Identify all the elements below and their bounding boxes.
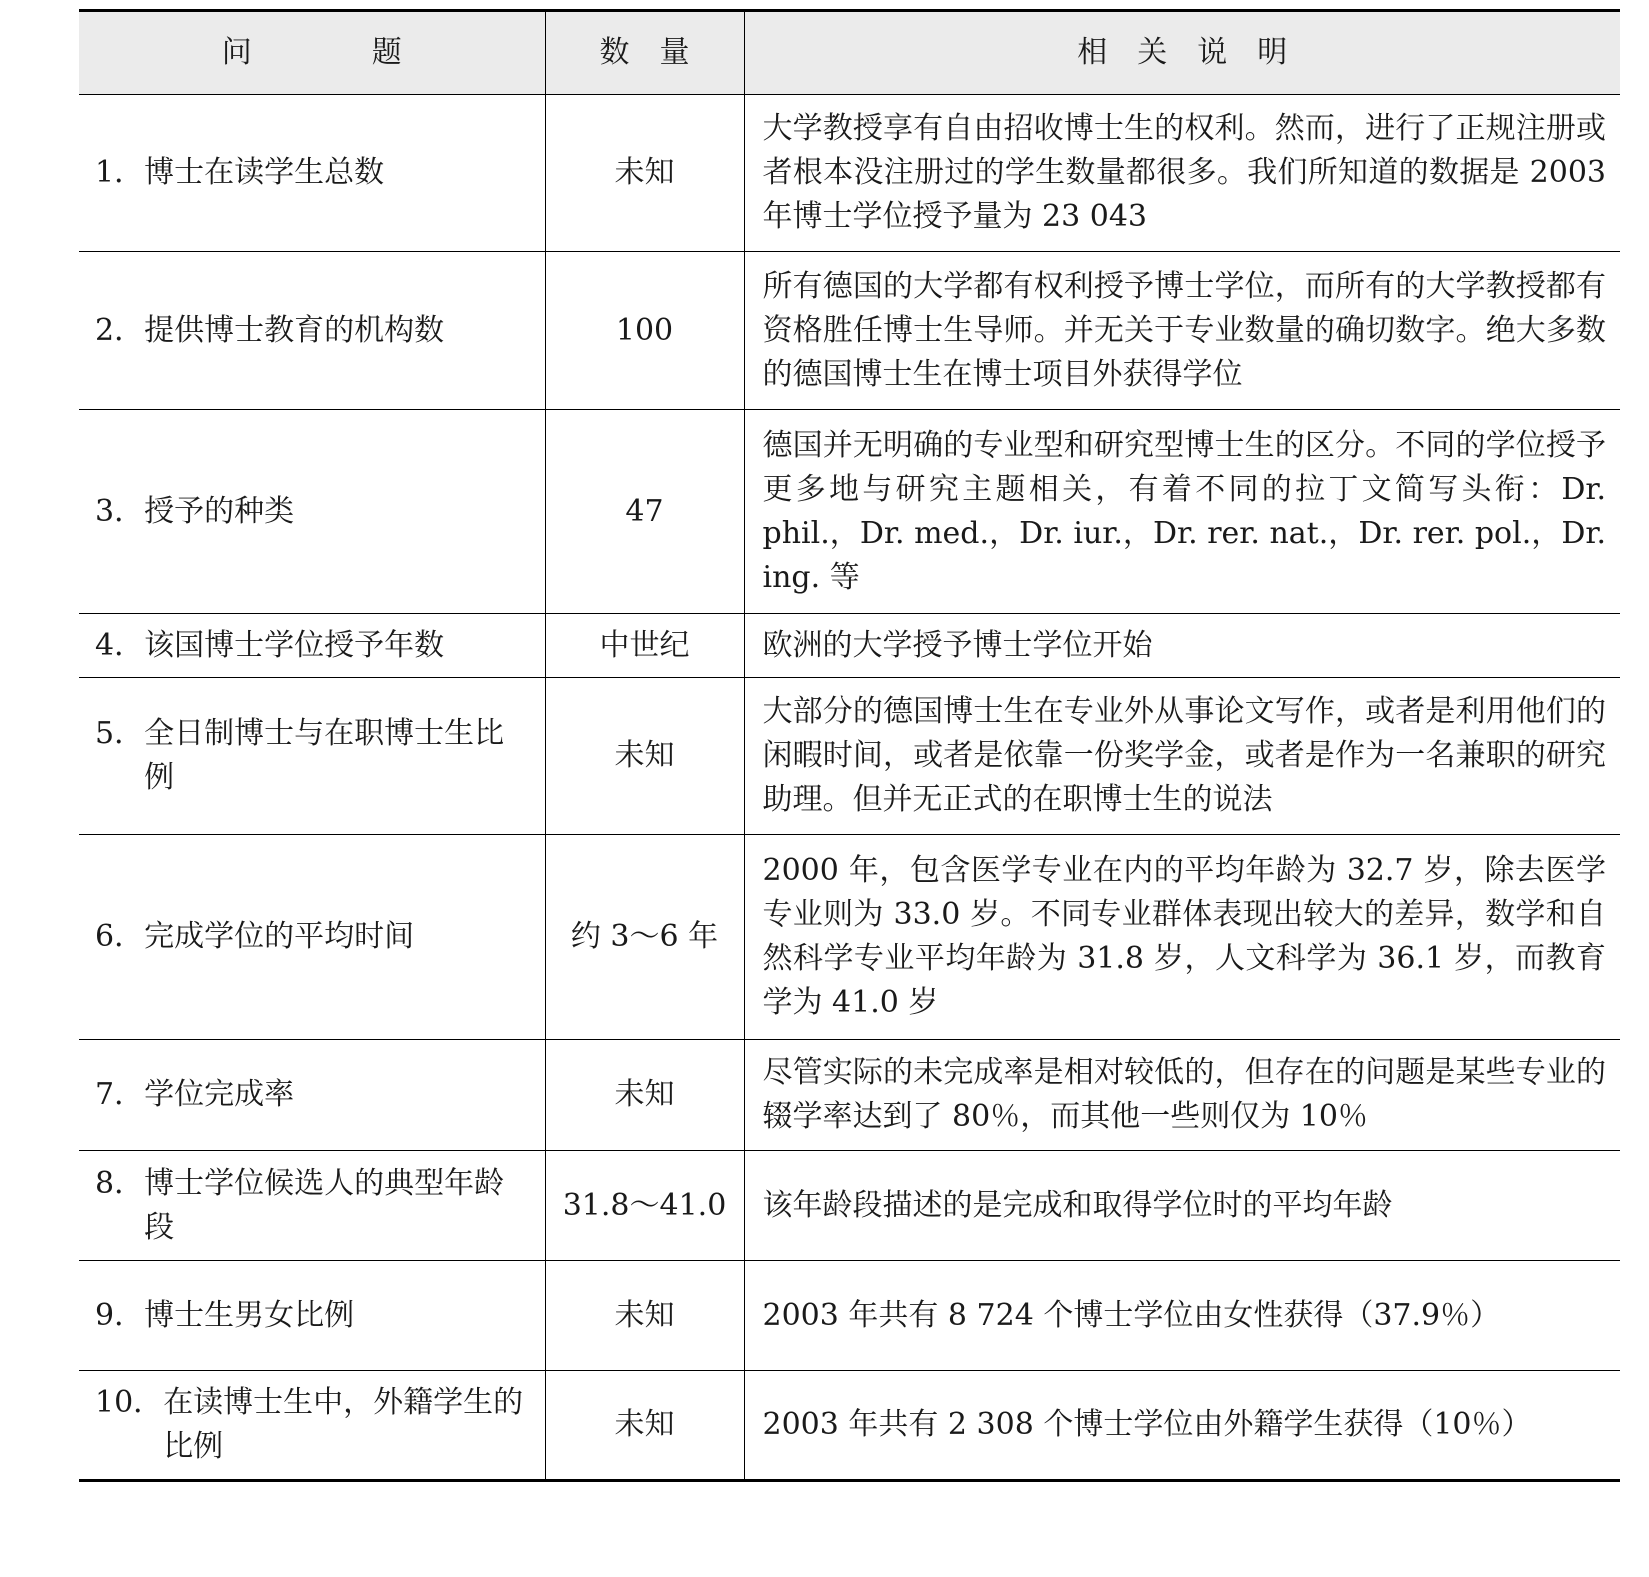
question-cell [79, 410, 545, 614]
quantity-cell: 未知 [545, 1040, 744, 1151]
quantity-cell: 47 [545, 410, 744, 614]
question-number: 1． [95, 155, 145, 190]
quantity-cell: 未知 [545, 1371, 744, 1481]
description-cell: 该年龄段描述的是完成和取得学位时的平均年龄 [744, 1151, 1620, 1261]
question-cell [79, 252, 545, 410]
question-text: 博士学位候选人的典型年龄段 [144, 1165, 505, 1245]
quantity-cell: 约 3～6 年 [545, 835, 744, 1040]
question-text: 学位完成率 [144, 1077, 295, 1112]
question-cell [79, 1261, 545, 1371]
question-text: 博士在读学生总数 [144, 155, 385, 190]
question-number: 2． [95, 312, 145, 348]
description-cell: 2003 年共有 2 308 个博士学位由外籍学生获得（10％） [744, 1371, 1620, 1481]
table-row [79, 614, 1620, 678]
table-header [79, 11, 1620, 95]
question-text: 全日制博士与在职博士生比例 [144, 716, 505, 795]
table-row [79, 1151, 1620, 1261]
question-cell [79, 1371, 545, 1481]
question-number: 9． [95, 1297, 145, 1333]
question-number: 4． [95, 627, 145, 663]
question-cell [79, 835, 545, 1040]
question-cell [79, 1151, 545, 1261]
table-row [79, 410, 1620, 614]
data-table [79, 9, 1620, 1482]
table-row [79, 1261, 1620, 1371]
quantity-cell: 未知 [545, 1261, 744, 1371]
question-text: 该国博士学位授予年数 [144, 627, 445, 663]
description-cell: 2000 年，包含医学专业在内的平均年龄为 32.7 岁，除去医学专业则为 33.0 岁。不同专业群体表现出较大的差异，数学和自然科学专业平均年龄为 31.8 岁，人文科学为 36.1 岁，而教育学为 41.0 岁 [744, 835, 1620, 1040]
question-cell [79, 678, 545, 835]
table-row [79, 1371, 1620, 1481]
description-cell: 尽管实际的未完成率是相对较低的，但存在的问题是某些专业的辍学率达到了 80％，而其他一些则仅为 10％ [744, 1040, 1620, 1151]
question-text: 提供博士教育的机构数 [144, 312, 445, 348]
quantity-cell: 31.8～41.0 [545, 1151, 744, 1261]
table-row [79, 252, 1620, 410]
table-body [79, 95, 1620, 1481]
question-text: 博士生男女比例 [144, 1297, 355, 1333]
table-row [79, 678, 1620, 835]
description-cell: 欧洲的大学授予博士学位开始 [744, 614, 1620, 678]
header-description: 相 关 说 明 [744, 11, 1620, 95]
quantity-cell: 100 [545, 252, 744, 410]
question-number: 7． [95, 1077, 145, 1112]
quantity-cell: 中世纪 [545, 614, 744, 678]
header-quantity: 数 量 [545, 11, 744, 95]
description-cell: 大学教授享有自由招收博士生的权利。然而，进行了正规注册或者根本没注册过的学生数量都很多。我们所知道的数据是 2003 年博士学位授予量为 23 043 [744, 95, 1620, 252]
question-cell [79, 95, 545, 252]
description-cell: 所有德国的大学都有权利授予博士学位，而所有的大学教授都有资格胜任博士生导师。并无关于专业数量的确切数字。绝大多数的德国博士生在博士项目外获得学位 [744, 252, 1620, 410]
table-row [79, 95, 1620, 252]
question-cell [79, 1040, 545, 1151]
description-cell: 2003 年共有 8 724 个博士学位由女性获得（37.9％） [744, 1261, 1620, 1371]
question-text: 完成学位的平均时间 [144, 919, 415, 954]
table-row [79, 835, 1620, 1040]
question-text: 授予的种类 [144, 493, 295, 529]
description-cell: 大部分的德国博士生在专业外从事论文写作，或者是利用他们的闲暇时间，或者是依靠一份奖学金，或者是作为一名兼职的研究助理。但并无正式的在职博士生的说法 [744, 678, 1620, 835]
header-question: 问 题 [79, 11, 545, 95]
quantity-cell: 未知 [545, 95, 744, 252]
question-number: 10． [95, 1385, 164, 1420]
table-row [79, 1040, 1620, 1151]
question-number: 5． [95, 716, 145, 751]
description-cell: 德国并无明确的专业型和研究型博士生的区分。不同的学位授予更多地与研究主题相关，有着不同的拉丁文简写头衔：Dr. phil.，Dr. med.，Dr. iur.，Dr. rer. nat.，Dr. rer. pol.，Dr. ing. 等 [744, 410, 1620, 614]
quantity-cell: 未知 [545, 678, 744, 835]
question-text: 在读博士生中，外籍学生的比例 [163, 1385, 524, 1464]
question-number: 3． [95, 493, 145, 529]
question-cell [79, 614, 545, 678]
question-number: 6． [95, 919, 145, 954]
header-row [79, 11, 1620, 95]
question-number: 8． [95, 1165, 145, 1201]
